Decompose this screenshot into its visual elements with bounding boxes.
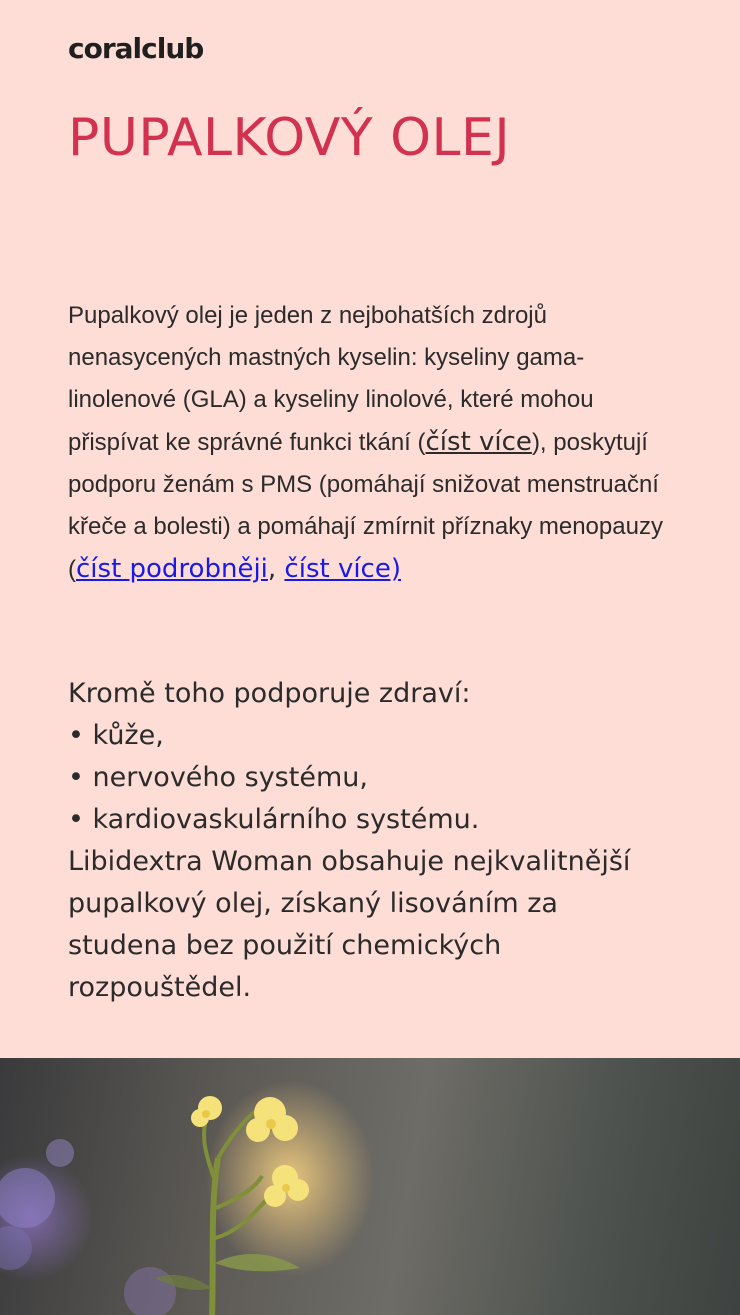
benefit-item: • kardiovaskulárního systému. bbox=[68, 804, 480, 835]
evening-primrose-photo bbox=[0, 1058, 740, 1315]
intro-text-3: , bbox=[267, 554, 285, 584]
closing-paragraph: Libidextra Woman obsahuje nejkvalitnější pupalkový olej, získaný lisováním za studena bez použití chemických rozpouštědel. bbox=[68, 846, 631, 1003]
read-details-link[interactable]: číst podrobněji bbox=[76, 554, 268, 584]
benefit-item: • nervového systému, bbox=[68, 762, 368, 793]
intro-text-2: ), poskytují podporu ženám s PMS (pomáhají snižovat menstruační křeče a bolesti) a pomáhají zmírnit příznaky menopauzy ( bbox=[68, 429, 663, 583]
coralclub-logo[interactable]: coralclub bbox=[68, 32, 204, 65]
read-more-link-2[interactable]: číst více) bbox=[284, 554, 401, 584]
primrose-flower-illustration bbox=[0, 1058, 740, 1315]
benefit-item: • kůže, bbox=[68, 720, 164, 751]
intro-text-1: Pupalkový olej je jeden z nejbohatších zdrojů nenasycených mastných kyselin: kyseliny gama-linolenové (GLA) a kyseliny linolové, které mohou přispívat ke správné funkci tkání ( bbox=[68, 302, 594, 456]
benefits-heading: Kromě toho podporuje zdraví: bbox=[68, 678, 471, 709]
benefits-section bbox=[68, 673, 668, 1009]
page-title: PUPALKOVÝ OLEJ bbox=[68, 108, 511, 168]
read-more-link-1[interactable]: číst více bbox=[425, 427, 532, 457]
intro-paragraph bbox=[68, 295, 668, 591]
